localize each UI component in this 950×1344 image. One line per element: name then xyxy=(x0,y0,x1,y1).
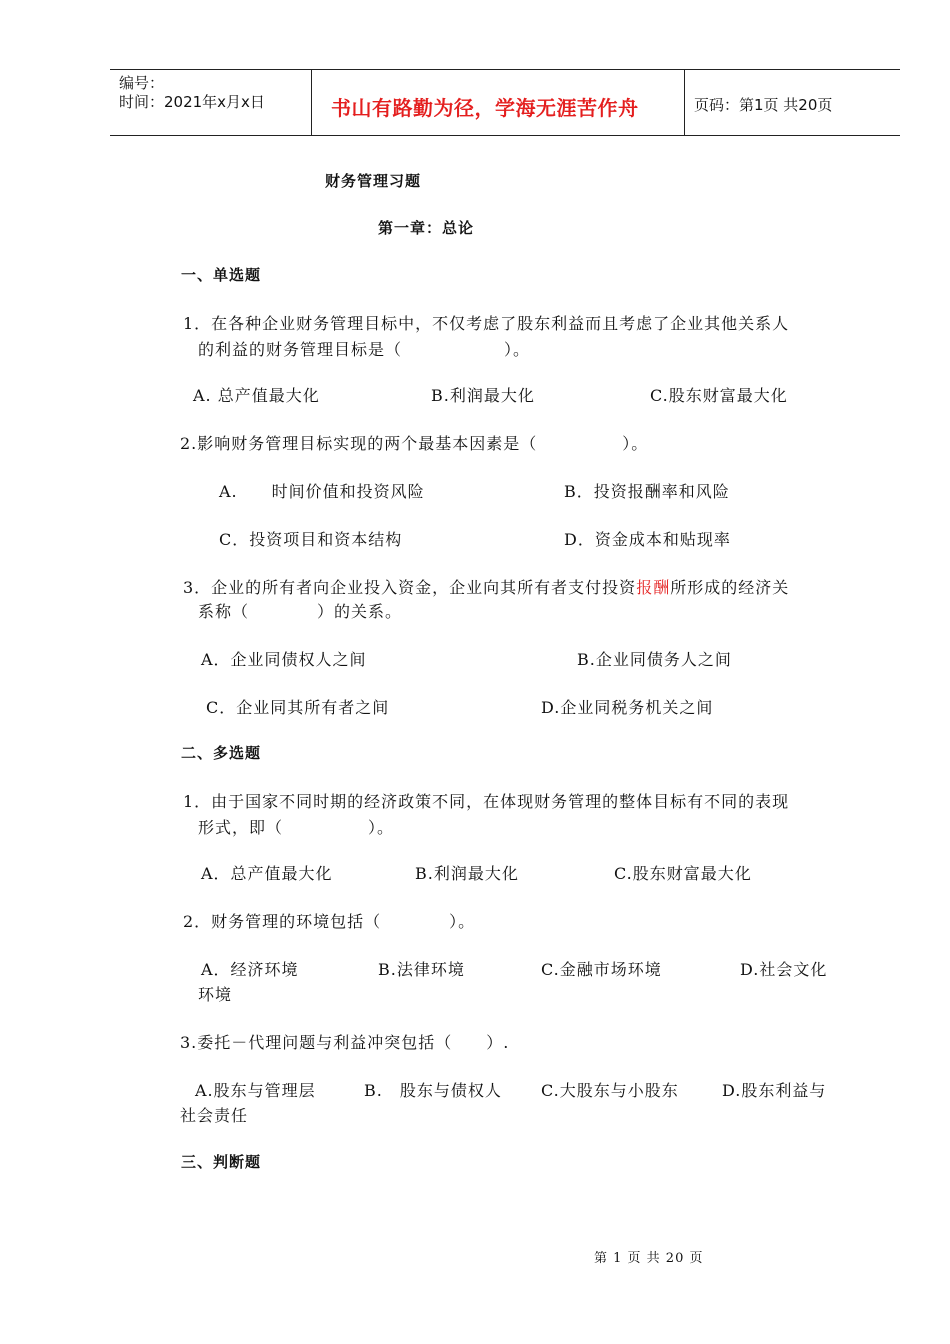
s1-q1-option-a: A. 总产值最大化 xyxy=(193,386,320,405)
header-bottom-rule xyxy=(110,135,900,136)
header-number-label: 编号： xyxy=(119,74,165,92)
s1-q2-option-a: A. 时间价值和投资风险 xyxy=(219,482,425,501)
s1-q3-line1-pre: 3．企业的所有者向企业投入资金，企业向其所有者支付投资 xyxy=(183,578,637,597)
s1-q2-option-d: D．资金成本和贴现率 xyxy=(564,530,731,549)
s2-q2-option-d: D.社会文化 xyxy=(740,960,828,979)
s1-q3-option-d: D.企业同税务机关之间 xyxy=(541,698,714,717)
s2-q3-option-c: C.大股东与小股东 xyxy=(541,1081,679,1100)
s1-q3-line1-post: 所形成的经济关 xyxy=(670,578,790,597)
header-top-rule xyxy=(110,69,900,70)
chapter-title: 第一章：总论 xyxy=(378,219,475,237)
s2-q2-option-a: A．经济环境 xyxy=(201,960,299,979)
section-heading-true-false: 三、判断题 xyxy=(181,1153,262,1171)
s1-q1-line1: 1．在各种企业财务管理目标中，不仅考虑了股东利益而且考虑了企业其他关系人 xyxy=(183,314,790,333)
s2-q3-option-d: D.股东利益与 xyxy=(722,1081,827,1100)
s1-q3-option-b: B.企业同债务人之间 xyxy=(577,650,732,669)
header-time-label: 时间：2021年x月x日 xyxy=(119,93,265,111)
s1-q2-option-b: B．投资报酬率和风险 xyxy=(564,482,730,501)
s2-q2-option-c: C.金融市场环境 xyxy=(541,960,662,979)
s1-q2-option-c: C．投资项目和资本结构 xyxy=(219,530,403,549)
s1-q3-line2: 系称（ ）的关系。 xyxy=(198,602,403,621)
s2-q1-line2: 形式，即（ ）。 xyxy=(198,818,395,837)
s1-q3-line1-highlight: 报酬 xyxy=(636,578,671,597)
s2-q1-option-c: C.股东财富最大化 xyxy=(614,864,752,883)
section-heading-single-choice: 一、单选题 xyxy=(181,266,262,284)
header-page-label: 页码：第1页 共20页 xyxy=(694,96,833,114)
s2-q3-option-b: B. 股东与债权人 xyxy=(364,1081,502,1100)
s2-q2-option-b: B.法律环境 xyxy=(378,960,465,979)
s1-q1-option-b: B.利润最大化 xyxy=(431,386,535,405)
s1-q1-option-c: C.股东财富最大化 xyxy=(650,386,788,405)
s1-q3-option-a: A．企业同债权人之间 xyxy=(201,650,367,669)
s2-q1-line1: 1．由于国家不同时期的经济政策不同，在体现财务管理的整体目标有不同的表现 xyxy=(183,792,790,811)
s2-q1-option-a: A．总产值最大化 xyxy=(201,864,333,883)
s1-q3-line1 xyxy=(183,575,789,598)
s2-q2-option-d-cont: 环境 xyxy=(198,985,233,1004)
page-footer: 第 1 页 共 20 页 xyxy=(594,1251,704,1266)
header-divider-right xyxy=(684,69,685,135)
s1-q3-option-c: C．企业同其所有者之间 xyxy=(206,698,390,717)
header-motto: 书山有路勤为径，学海无涯苦作舟 xyxy=(331,96,639,120)
section-heading-multiple-choice: 二、多选题 xyxy=(181,744,262,762)
s2-q2-stem: 2．财务管理的环境包括（ ）。 xyxy=(183,912,476,931)
s2-q3-option-a: A.股东与管理层 xyxy=(195,1081,316,1100)
s1-q2-stem: 2.影响财务管理目标实现的两个最基本因素是（ ）。 xyxy=(180,434,649,453)
s2-q1-option-b: B.利润最大化 xyxy=(415,864,519,883)
header-divider-left xyxy=(311,69,312,135)
s2-q3-stem: 3.委托－代理问题与利益冲突包括（ ）. xyxy=(180,1033,510,1052)
s2-q3-option-d-cont: 社会责任 xyxy=(180,1106,249,1125)
s1-q1-line2: 的利益的财务管理目标是（ ）。 xyxy=(198,340,531,359)
document-title: 财务管理习题 xyxy=(325,172,422,190)
